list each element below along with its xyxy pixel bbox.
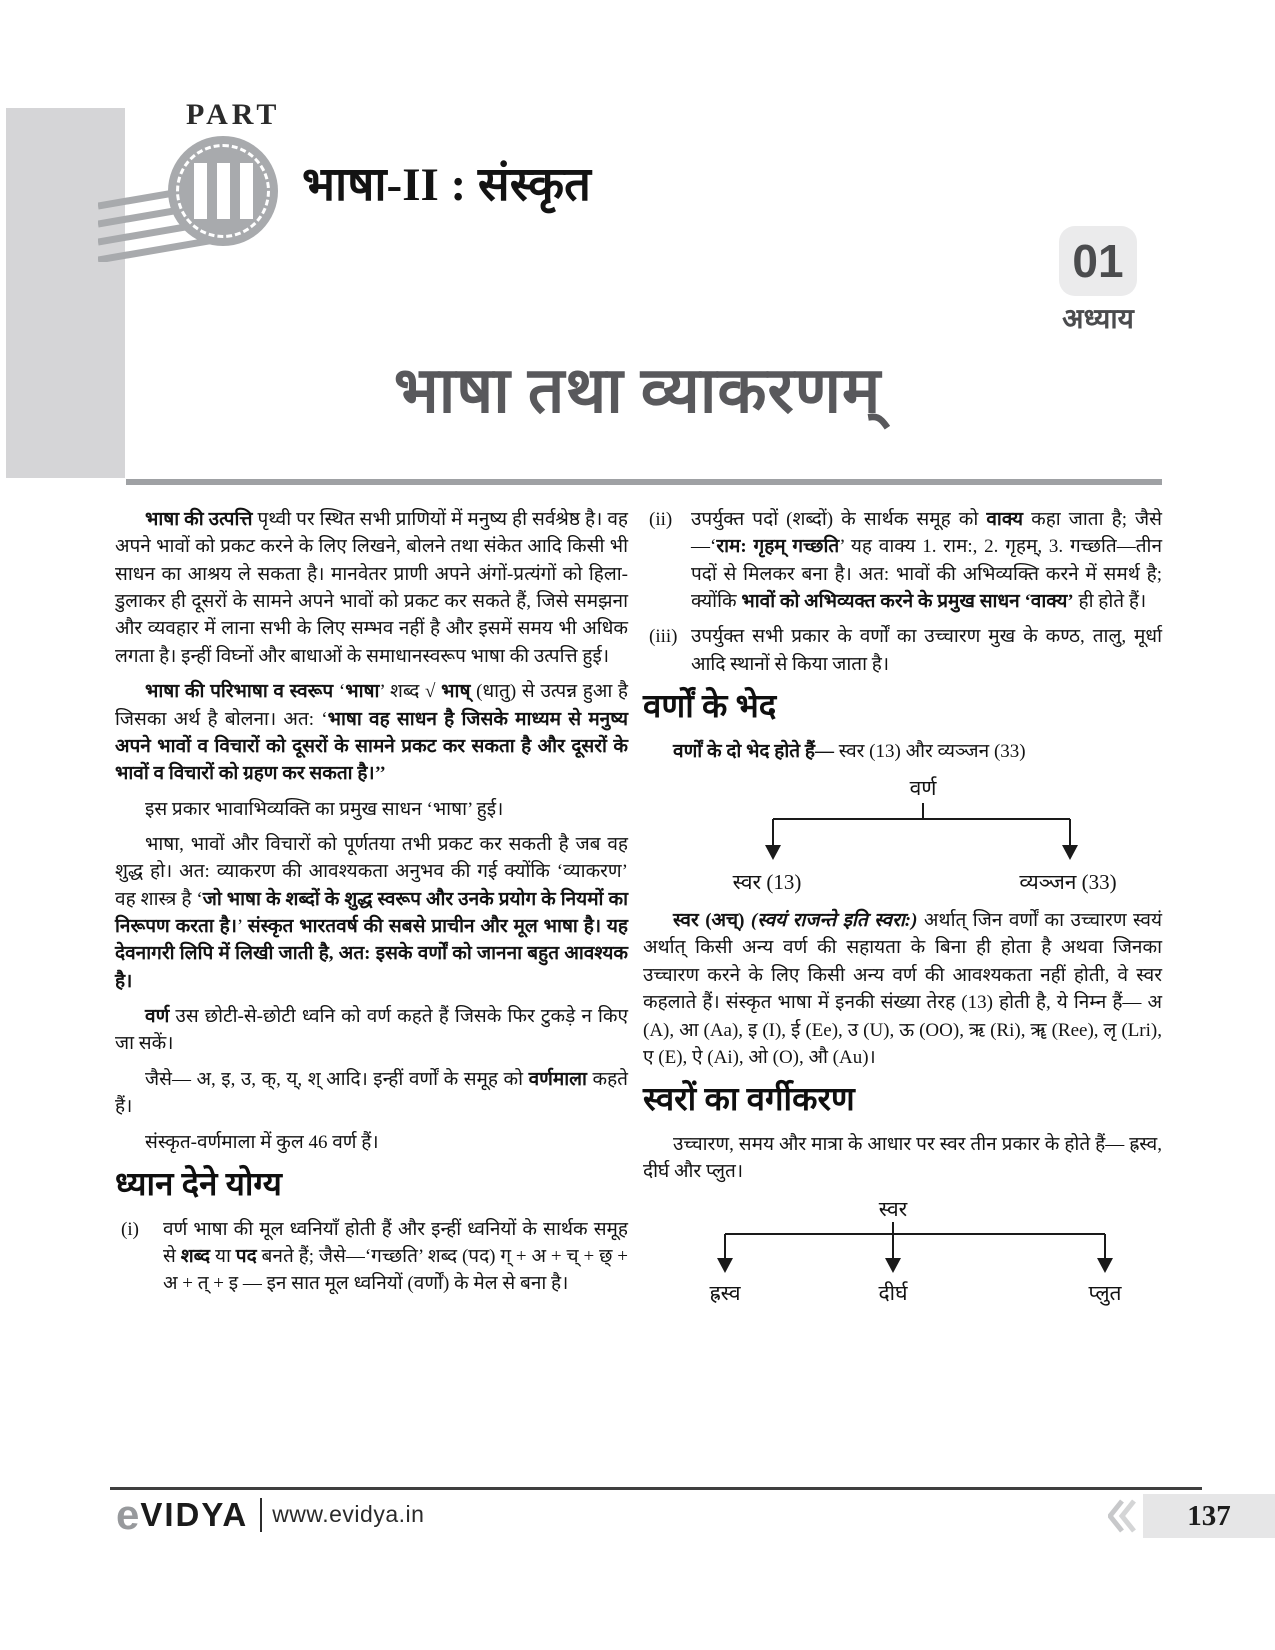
- tree-connector-lines: [643, 1222, 1162, 1274]
- paragraph-varna-definition: वर्ण उस छोटी-से-छोटी ध्वनि को वर्ण कहते हैं जिसके फिर टुकड़े न किए जा सकें।: [115, 1006, 628, 1055]
- tree-leaf-dirgha: दीर्घ: [878, 1280, 908, 1305]
- publisher-footer: [116, 1491, 425, 1538]
- paragraph-total-varna: संस्कृत-वर्णमाला में कुल 46 वर्ण हैं।: [145, 1131, 379, 1153]
- chapter-word: अध्याय: [1062, 304, 1134, 335]
- paragraph-varnamala-example: जैसे— अ, इ, उ, क्, य्, श् आदि। इन्हीं वर्णों के समूह को वर्णमाला कहते हैं।: [115, 1068, 628, 1118]
- part-label: PART: [186, 98, 281, 131]
- double-chevron-left-icon: [1108, 1499, 1138, 1533]
- footer-divider: [110, 1487, 1202, 1490]
- publisher-website: www.evidya.in: [272, 1501, 425, 1528]
- heading-note: ध्यान देने योग्य: [115, 1166, 282, 1203]
- tree-leaf-swar: स्वर (13): [732, 870, 802, 895]
- paragraph-bhasha-utpatti: भाषा की उत्पत्ति पृथ्वी पर स्थित सभी प्राणियों में मनुष्य ही सर्वश्रेष्ठ है। वह अपने भावों को प्रकट करने के लिए लिखने, बोलने तथा संकेत आदि किसी भी साधन का आश्रय ले सकता है। मानवेतर प्राणी अपने अंगों-प्रत्यंगों को हिला-डुलाकर ही दूसरों के सामने अपने भावों को प्रकट कर सकते हैं, जिसे समझना और व्यवहार में लाना सभी के लिए सम्भव नहीं है और इसमें समय भी अधिक लगता है। इन्हीं विघ्नों और बाधाओं के समाधानस्वरूप भाषा की उत्पत्ति हुई।: [115, 509, 628, 667]
- subject-title: भाषा-II : संस्कृत: [302, 159, 591, 211]
- chapter-number: 01: [1059, 226, 1137, 296]
- page-number: 137: [1143, 1494, 1275, 1538]
- tree-leaf-vyanjan: व्यञ्जन (33): [1019, 870, 1117, 895]
- tree-connector-lines: [643, 803, 1162, 861]
- item-text: वर्ण भाषा की मूल ध्वनियाँ होती हैं और इन्हीं ध्वनियों के सार्थक समूह से शब्द या पद बनते हैं; जैसे—‘गच्छति’ शब्द (पद) ग् + अ + च् + छ् + अ + त् + इ — इन सात मूल ध्वनियों (वर्णों) के मेल से बना है।: [163, 1218, 628, 1295]
- body-columns: [115, 506, 1162, 1306]
- tree-root-label: वर्ण: [909, 776, 937, 801]
- paragraph-varna-bhed: वर्णों के दो भेद होते हैं— स्वर (13) और व्यञ्जन (33): [673, 740, 1026, 762]
- note-item-iii: [643, 623, 1162, 678]
- left-column: [115, 506, 628, 1306]
- item-marker: (iii): [649, 626, 678, 648]
- footer-separator: [260, 1498, 262, 1532]
- tree-leaf-hrasva: ह्रस्व: [709, 1280, 741, 1305]
- heading-swar-classification: स्वरों का वर्गीकरण: [643, 1082, 855, 1119]
- page-number-area: [1108, 1494, 1275, 1538]
- evidya-logo-e-icon: e: [116, 1491, 140, 1538]
- title-divider: [126, 479, 1162, 485]
- paragraph-swar-classification: उच्चारण, समय और मात्रा के आधार पर स्वर तीन प्रकार के होते हैं— ह्रस्व, दीर्घ और प्लुत।: [643, 1133, 1162, 1183]
- right-column: [643, 506, 1162, 1306]
- evidya-logo-text: VIDYA: [140, 1496, 249, 1534]
- varna-tree-diagram: [643, 773, 1162, 899]
- chapter-badge: [1052, 226, 1144, 337]
- tree-root-label: स्वर: [878, 1196, 908, 1221]
- paragraph-swar-ach: स्वर (अच्) (स्वयं राजन्ते इति स्वरा:) अर्थात् जिन वर्णों का उच्चारण स्वयं अर्थात् किसी अन्य वर्ण की सहायता के बिना ही होता है अथवा जिनका उच्चारण करने के लिए किसी अन्य वर्ण की आवश्यकता नहीं होती, वे स्वर कहलाते हैं। संस्कृत भाषा में इनकी संख्या तेरह (13) होती है, ये निम्न हैं— अ (A), आ (Aa), इ (I), ई (Ee), उ (U), ऊ (OO), ऋ (Ri), ॠ (Ree), लृ (Lri), ए (E), ऐ (Ai), ओ (O), औ (Au)।: [643, 910, 1162, 1068]
- heading-varna-bhed: वर्णों के भेद: [643, 689, 777, 726]
- part-roman-numeral-III-icon: [176, 144, 270, 238]
- note-item-ii: [643, 506, 1162, 615]
- tree-leaf-pluta: प्लुत: [1088, 1280, 1122, 1305]
- paragraph-is-prakar: इस प्रकार भावाभिव्यक्ति का प्रमुख साधन ‘भाषा’ हुई।: [145, 798, 504, 820]
- item-text: उपर्युक्त सभी प्रकार के वर्णों का उच्चारण मुख के कण्ठ, तालु, मूर्धा आदि स्थानों से किया जाता है।: [691, 626, 1162, 675]
- note-item-i: [115, 1216, 628, 1298]
- part-number-badge: [168, 136, 278, 246]
- swar-tree-diagram: [643, 1194, 1162, 1306]
- item-text: उपर्युक्त पदों (शब्दों) के सार्थक समूह को वाक्य कहा जाता है; जैसे—‘राम: गृहम् गच्छति’ यह वाक्य 1. राम:, 2. गृहम्, 3. गच्छति—तीन पदों से मिलकर बना है। अत: भावों की अभिव्यक्ति करने में समर्थ है; क्योंकि भावों को अभिव्यक्त करने के प्रमुख साधन ‘वाक्य’ ही होते हैं।: [691, 509, 1162, 613]
- chapter-title: भाषा तथा व्याकरणम्: [393, 355, 882, 426]
- paragraph-vyakaran-need: भाषा, भावों और विचारों को पूर्णतया तभी प्रकट कर सकती है जब वह शुद्ध हो। अत: व्याकरण की आवश्यकता अनुभव की गई क्योंकि ‘व्याकरण’ वह शास्त्र है ‘जो भाषा के शब्दों के शुद्ध स्वरूप और उनके प्रयोग के नियमों का निरूपण करता है।’ संस्कृत भारतवर्ष की सबसे प्राचीन और मूल भाषा है। यह देवनागरी लिपि में लिखी जाती है, अत: इसके वर्णों को जानना बहुत आवश्यक है।: [115, 833, 628, 992]
- paragraph-bhasha-paribhasha: भाषा की परिभाषा व स्वरूप ‘भाषा’ शब्द √ भाष् (धातु) से उत्पन्न हुआ है जिसका अर्थ है बोलना। अत: ‘भाषा वह साधन है जिसके माध्यम से मनुष्य अपने भावों व विचारों को दूसरों के सामने प्रकट कर सकता है और दूसरों के भावों व विचारों को ग्रहण कर सकता है।’’: [115, 681, 629, 785]
- item-marker: (ii): [649, 509, 673, 530]
- item-marker: (i): [121, 1218, 139, 1240]
